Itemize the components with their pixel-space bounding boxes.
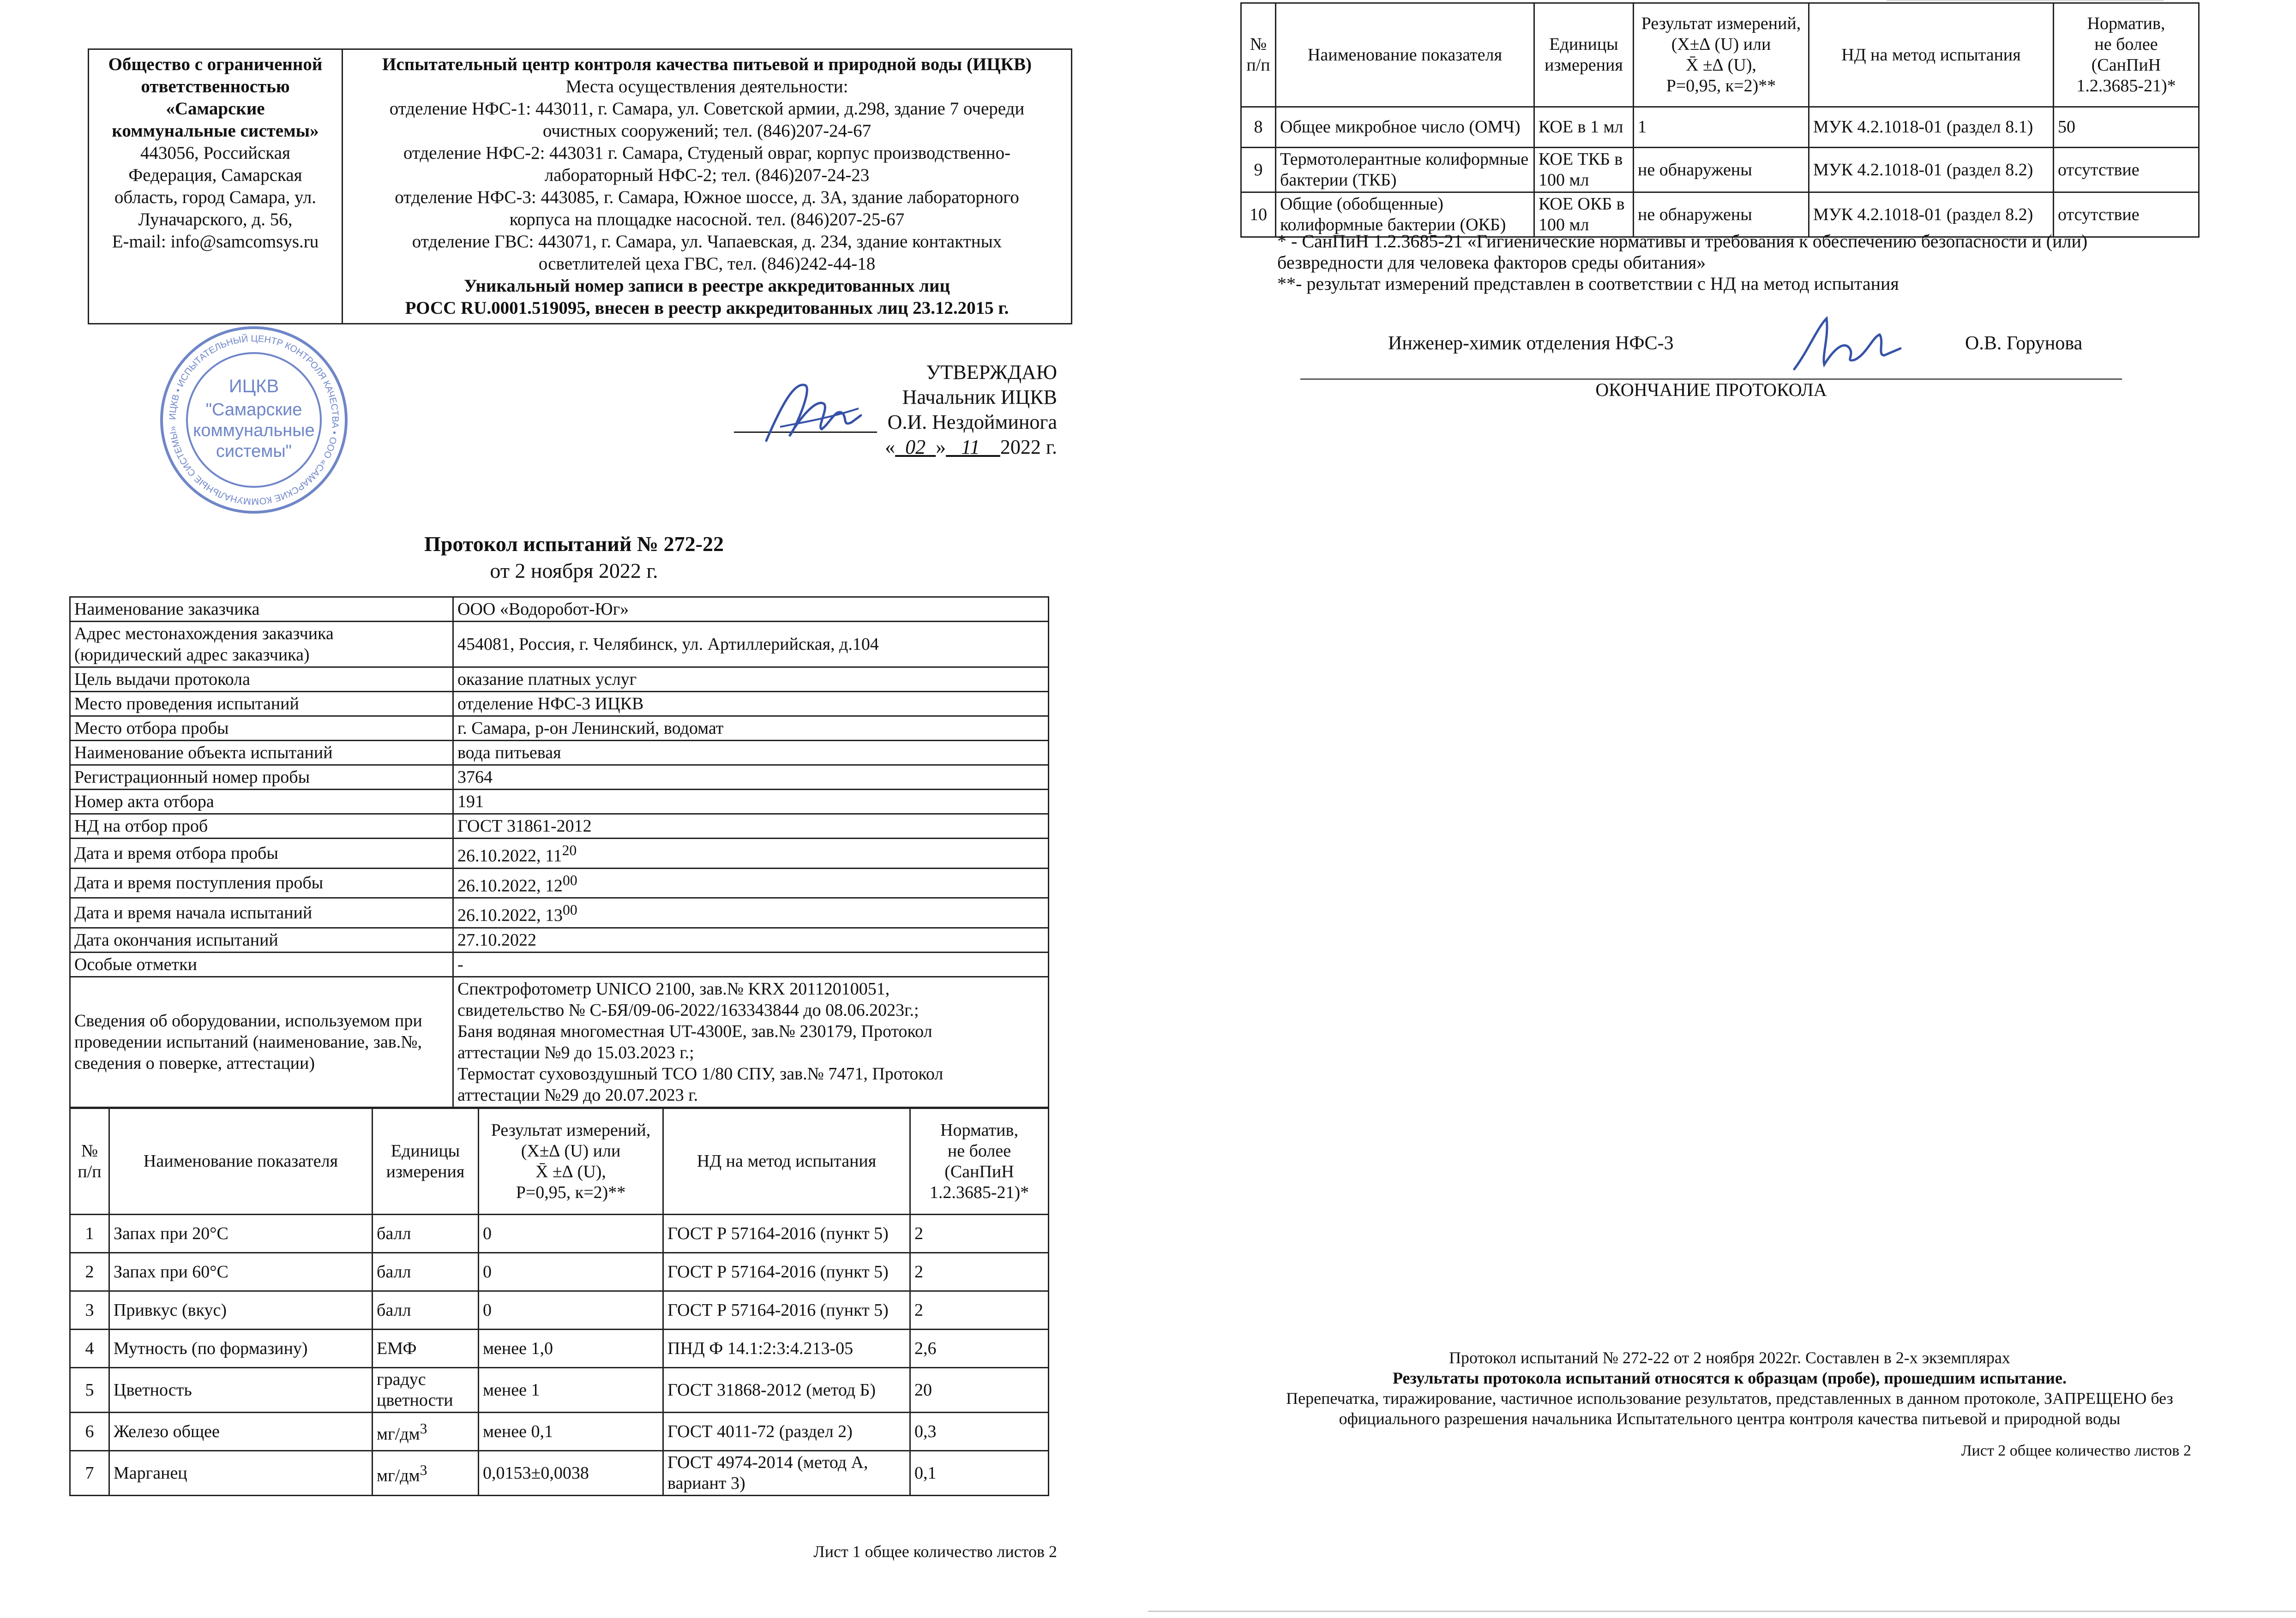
result-number-text: 3 [85, 1300, 94, 1320]
result-row [70, 1368, 1049, 1413]
info-label: Дата окончания испытаний [70, 928, 453, 952]
page-edge [1148, 1611, 2296, 1612]
info-row [70, 868, 1049, 898]
result-norm-text: 50 [2058, 117, 2075, 137]
approval-day-value: 02 [905, 436, 926, 458]
org-email: E-mail: info@samcomsys.ru [112, 232, 319, 252]
result-norm [910, 1451, 1049, 1496]
result-norm-text: 2 [914, 1223, 923, 1243]
equipment-row [70, 977, 1049, 1107]
result-norm-text: 20 [914, 1380, 932, 1400]
result-row [70, 1291, 1049, 1330]
approver-signature [762, 372, 863, 450]
result-unit [373, 1413, 479, 1451]
result-value-text: менее 1,0 [483, 1338, 553, 1358]
info-label: Место отбора пробы [70, 716, 453, 741]
result-unit [373, 1253, 479, 1291]
center-line: корпуса на площадке насосной. тел. (846)207-25-67 [509, 210, 905, 229]
result-number-text: 6 [85, 1421, 94, 1441]
result-value-text: 1 [1638, 117, 1647, 137]
end-of-protocol: ОКОНЧАНИЕ ПРОТОКОЛА [1595, 379, 1827, 400]
result-row [1241, 148, 2199, 192]
equipment-label: Сведения об оборудовании, используемом при проведении испытаний (наименование, зав.№, сведения о поверке, аттестации) [70, 977, 453, 1107]
info-row [70, 692, 1049, 716]
result-norm-text: 2 [914, 1262, 923, 1282]
info-value-text: 191 [457, 792, 484, 811]
unit-exponent: 3 [420, 1420, 427, 1437]
result-indicator [109, 1253, 373, 1291]
col-method: НД на метод испытания [1809, 3, 2054, 107]
stamp-line: ИЦКВ [228, 376, 279, 396]
org-line: «Самарские [166, 99, 265, 119]
footer-line: Протокол испытаний № 272-22 от 2 ноября 2022г. Составлен в 2-х экземплярах [1449, 1348, 2010, 1367]
protocol-title-block [0, 531, 1148, 584]
result-indicator [109, 1215, 373, 1253]
result-row [1241, 107, 2199, 148]
result-unit [1534, 192, 1634, 237]
info-value [453, 597, 1049, 622]
result-value-text: не обнаружены [1638, 204, 1752, 224]
result-norm [910, 1215, 1049, 1253]
result-number [70, 1368, 109, 1413]
footer-line: Результаты протокола испытаний относятся к образцам (пробе), прошедшим испытание. [1393, 1369, 2067, 1387]
date-quote: » [936, 436, 946, 458]
info-row [70, 839, 1049, 869]
footnote: * - СанПиН 1.2.3685-21 «Гигиенические нормативы и требования к обеспечению безопасности и (или) [1277, 231, 2088, 252]
result-method [1809, 148, 2054, 192]
result-indicator-text: Мутность (по формазину) [114, 1338, 308, 1358]
result-norm [2054, 107, 2199, 148]
time-minutes: 00 [563, 902, 577, 918]
result-norm [910, 1253, 1049, 1291]
approval-day [895, 436, 936, 458]
info-label: Дата и время отбора пробы [70, 839, 453, 869]
result-indicator-text: Запах при 60°С [114, 1262, 228, 1282]
info-value-text: ГОСТ 31861-2012 [457, 816, 592, 836]
results-header-row [70, 1109, 1049, 1215]
result-method-text: ГОСТ 4011-72 (раздел 2) [667, 1421, 853, 1441]
info-row [70, 814, 1049, 839]
info-value-text: - [457, 954, 463, 974]
equipment-line: Термостат суховоздушный ТСО 1/80 СПУ, зав.№ 7471, Протокол [457, 1064, 944, 1084]
info-value-text: 26.10.2022, 13 [457, 905, 563, 925]
footer-line: официального разрешения начальника Испытательного центра контроля качества питьевой и природной воды [1339, 1409, 2121, 1428]
result-number [70, 1451, 109, 1496]
result-norm-text: 2,6 [914, 1338, 937, 1358]
info-value-text: ООО «Водоробот-Юг» [457, 599, 629, 619]
result-value-text: менее 1 [483, 1380, 540, 1400]
result-norm-text: отсутствие [2058, 160, 2140, 180]
info-value [453, 790, 1049, 814]
engineer-name: О.В. Горунова [1965, 333, 2083, 354]
result-norm-text: 0,1 [914, 1463, 937, 1483]
result-method [663, 1413, 910, 1451]
org-line: 443056, Российская [140, 143, 290, 163]
result-indicator [109, 1368, 373, 1413]
result-method-text: МУК 4.2.1018-01 (раздел 8.1) [1813, 117, 2033, 137]
result-norm-text: 0,3 [914, 1421, 937, 1441]
date-quote: « [885, 436, 896, 458]
stamp-ring-text: ИЦКВ • ИСПЫТАТЕЛЬНЫЙ ЦЕНТР КОНТРОЛЯ КАЧЕСТВА • ООО «САМАРСКИЕ КОММУНАЛЬНЫЕ СИСТЕМЫ» [167, 333, 341, 507]
protocol-footer [1268, 1348, 2191, 1429]
info-row [70, 952, 1049, 977]
info-label: НД на отбор проб [70, 814, 453, 839]
result-unit-text: КОЕ ОКБ в 100 мл [1539, 194, 1625, 234]
center-line: отделение НФС-3: 443085, г. Самара, Южное шоссе, д. 3А, здание лабораторного [395, 187, 1019, 207]
result-norm [910, 1368, 1049, 1413]
result-row [1241, 192, 2199, 237]
result-norm-text: отсутствие [2058, 204, 2140, 224]
info-label: Особые отметки [70, 952, 453, 977]
info-value [453, 765, 1049, 790]
result-method-text: МУК 4.2.1018-01 (раздел 8.2) [1813, 204, 2033, 224]
result-number-text: 9 [1254, 160, 1263, 180]
info-value-text: 3764 [457, 767, 493, 787]
result-value [1634, 148, 1809, 192]
result-indicator-text: Запах при 20°С [114, 1223, 228, 1243]
approval-year: 2022 г. [1000, 436, 1057, 458]
result-value-text: 0 [483, 1262, 492, 1282]
org-line: коммунальные системы» [112, 121, 319, 141]
equipment-line: свидетельство № С-БЯ/09-06-2022/163343844 до 08.06.2023г.; [457, 1000, 919, 1020]
info-value-text: 26.10.2022, 12 [457, 876, 563, 896]
organization-cell [89, 49, 343, 324]
col-number: № п/п [1241, 3, 1276, 107]
info-value-text: 27.10.2022 [457, 930, 536, 950]
result-value-text: 0 [483, 1300, 492, 1320]
org-line: Общество с ограниченной [108, 54, 323, 74]
result-unit [373, 1330, 479, 1368]
result-indicator [109, 1330, 373, 1368]
info-label: Цель выдачи протокола [70, 667, 453, 692]
result-indicator [109, 1451, 373, 1496]
sample-info-table [69, 596, 1049, 1108]
info-row [70, 741, 1049, 765]
info-value [453, 741, 1049, 765]
info-label: Дата и время начала испытаний [70, 898, 453, 928]
round-stamp [157, 323, 351, 517]
result-method [663, 1253, 910, 1291]
col-norm: Норматив, не более (СанПиН 1.2.3685-21)* [910, 1109, 1049, 1215]
result-number-text: 8 [1254, 117, 1263, 137]
info-row [70, 765, 1049, 790]
result-norm [910, 1330, 1049, 1368]
info-value-text: 454081, Россия, г. Челябинск, ул. Артиллерийская, д.104 [457, 635, 879, 654]
info-value [453, 716, 1049, 741]
info-value [453, 952, 1049, 977]
protocol-page-2 [1148, 0, 2296, 1618]
result-value [479, 1368, 663, 1413]
result-norm [910, 1413, 1049, 1451]
info-label: Номер акта отбора [70, 790, 453, 814]
registry-line: Уникальный номер записи в реестре аккредитованных лиц [463, 276, 950, 296]
result-indicator [109, 1413, 373, 1451]
info-value-text: 26.10.2022, 11 [457, 846, 562, 866]
result-number [1241, 148, 1276, 192]
result-method-text: МУК 4.2.1018-01 (раздел 8.2) [1813, 160, 2033, 180]
center-line: отделение НФС-2: 443031 г. Самара, Студеный овраг, корпус производственно- [403, 143, 1011, 163]
info-row [70, 622, 1049, 667]
result-method [663, 1215, 910, 1253]
col-result: Результат измерений, (Х±∆ (U) или X̄ ±∆ (U), P=0,95, к=2)** [1634, 3, 1809, 107]
results-table-page-2 [1240, 2, 2200, 238]
col-indicator: Наименование показателя [1276, 3, 1534, 107]
org-line: Луначарского, д. 56, [138, 210, 293, 229]
result-number [1241, 107, 1276, 148]
header-table [88, 48, 1072, 324]
result-value-text: 0 [483, 1223, 492, 1243]
info-value [453, 898, 1049, 928]
result-value [479, 1330, 663, 1368]
info-value [453, 622, 1049, 667]
result-row [70, 1451, 1049, 1496]
approver-name: О.И. Нездойминога [887, 411, 1057, 433]
info-value-text: оказание платных услуг [457, 670, 637, 689]
stamp-line: "Самарские [205, 400, 302, 419]
result-method [1809, 192, 2054, 237]
results-header-row [1241, 3, 2199, 107]
info-row [70, 790, 1049, 814]
stamp-line: системы" [216, 442, 292, 461]
result-value [479, 1291, 663, 1330]
footnote: **- результат измерений представлен в соответствии с НД на метод испытания [1277, 273, 1899, 294]
result-row [70, 1413, 1049, 1451]
result-number [70, 1330, 109, 1368]
protocol-title: Протокол испытаний № 272-22 [424, 532, 724, 556]
result-method-text: ГОСТ Р 57164-2016 (пункт 5) [667, 1262, 889, 1282]
result-value [479, 1413, 663, 1451]
info-value-text: отделение НФС-3 ИЦКВ [457, 694, 644, 713]
result-norm [2054, 148, 2199, 192]
info-value-text: вода питьевая [457, 743, 561, 762]
result-indicator [1276, 107, 1534, 148]
result-method [663, 1291, 910, 1330]
info-value-text: г. Самара, р-он Ленинский, водомат [457, 719, 724, 738]
info-value [453, 667, 1049, 692]
engineer-position: Инженер-химик отделения НФС-3 [1388, 333, 1674, 354]
equipment-line: аттестации №29 до 20.07.2023 г. [457, 1085, 698, 1105]
result-method [663, 1330, 910, 1368]
test-center-cell [343, 49, 1072, 324]
col-number: № п/п [70, 1109, 109, 1215]
result-value [479, 1215, 663, 1253]
info-label: Адрес местонахождения заказчика (юридический адрес заказчика) [70, 622, 453, 667]
result-unit-text: КОЕ ТКБ в 100 мл [1539, 150, 1623, 190]
protocol-date: от 2 ноября 2022 г. [490, 559, 658, 582]
info-value [453, 839, 1049, 869]
result-method [1809, 107, 2054, 148]
col-method: НД на метод испытания [663, 1109, 910, 1215]
center-line: Места осуществления деятельности: [565, 77, 848, 96]
result-value-text: не обнаружены [1638, 160, 1752, 180]
result-indicator [1276, 148, 1534, 192]
center-line: осветлителей цеха ГВС, тел. (846)242-44-18 [538, 254, 876, 274]
result-indicator-text: Общие (обобщенные) колиформные бактерии (ОКБ) [1280, 194, 1506, 234]
result-row [70, 1215, 1049, 1253]
org-line: область, город Самара, ул. [114, 187, 317, 207]
result-indicator-text: Цветность [114, 1380, 192, 1400]
result-value-text: 0,0153±0,0038 [483, 1463, 589, 1483]
info-row [70, 898, 1049, 928]
result-indicator-text: Общее микробное число (ОМЧ) [1280, 117, 1521, 137]
col-indicator: Наименование показателя [109, 1109, 373, 1215]
result-number [70, 1413, 109, 1451]
stamp-line: коммунальные [193, 421, 315, 440]
result-unit-text: градус цветности [377, 1370, 453, 1410]
result-unit-text: мг/дм [377, 1424, 420, 1444]
result-method-text: ГОСТ 4974-2014 (метод А, вариант 3) [667, 1453, 868, 1493]
col-norm: Норматив, не более (СанПиН 1.2.3685-21)* [2054, 3, 2199, 107]
info-label: Дата и время поступления пробы [70, 868, 453, 898]
equipment-line: Баня водяная многоместная UT-4300E, зав.№ 230179, Протокол [457, 1021, 932, 1041]
result-number [70, 1215, 109, 1253]
result-norm-text: 2 [914, 1300, 923, 1320]
result-norm [910, 1291, 1049, 1330]
center-line: лабораторный НФС-2; тел. (846)207-24-23 [544, 165, 870, 185]
sheet-number: Лист 2 общее количество листов 2 [1961, 1442, 2191, 1459]
result-indicator-text: Привкус (вкус) [114, 1300, 227, 1320]
result-number-text: 10 [1250, 204, 1267, 224]
result-method [663, 1368, 910, 1413]
result-number [70, 1291, 109, 1330]
org-line: ответственностью [141, 77, 290, 96]
result-method-text: ГОСТ 31868-2012 (метод Б) [667, 1380, 876, 1400]
result-unit [373, 1451, 479, 1496]
col-units: Единицы измерения [1534, 3, 1634, 107]
info-label: Наименование объекта испытаний [70, 741, 453, 765]
result-method-text: ГОСТ Р 57164-2016 (пункт 5) [667, 1300, 889, 1320]
info-value [453, 692, 1049, 716]
result-unit-text: КОЕ в 1 мл [1539, 117, 1623, 137]
result-value-text: менее 0,1 [483, 1421, 553, 1441]
result-unit [373, 1215, 479, 1253]
result-norm [2054, 192, 2199, 237]
result-number-text: 5 [85, 1380, 94, 1400]
info-row [70, 667, 1049, 692]
info-row [70, 928, 1049, 952]
result-method-text: ПНД Ф 14.1:2:3:4.213-05 [667, 1338, 853, 1358]
result-value [479, 1253, 663, 1291]
equipment-line: Спектрофотометр UNICO 2100, зав.№ KRX 20112010051, [457, 979, 890, 999]
footer-line: Перепечатка, тиражирование, частичное использование результатов, представленных в данном протоколе, ЗАПРЕЩЕНО без [1286, 1389, 2173, 1408]
result-unit-text: ЕМФ [377, 1338, 417, 1358]
footnote: безвредности для человека факторов среды обитания» [1277, 252, 1706, 273]
equipment-value [453, 977, 1049, 1107]
info-label: Наименование заказчика [70, 597, 453, 622]
info-label: Регистрационный номер пробы [70, 765, 453, 790]
engineer-signature [1785, 309, 1905, 378]
result-number-text: 7 [85, 1463, 94, 1483]
time-minutes: 20 [562, 842, 577, 858]
info-row [70, 716, 1049, 741]
result-indicator [1276, 192, 1534, 237]
col-units: Единицы измерения [373, 1109, 479, 1215]
unit-exponent: 3 [420, 1462, 427, 1479]
time-minutes: 00 [563, 872, 577, 888]
approval-month-value: 11 [961, 436, 980, 458]
equipment-line: аттестации №9 до 15.03.2023 г.; [457, 1043, 694, 1062]
result-unit [1534, 148, 1634, 192]
result-unit-text: балл [377, 1223, 411, 1243]
footnotes [1277, 231, 2200, 294]
result-number [70, 1253, 109, 1291]
result-method-text: ГОСТ Р 57164-2016 (пункт 5) [667, 1223, 889, 1243]
result-row [70, 1253, 1049, 1291]
center-line: отделение ГВС: 443071, г. Самара, ул. Чапаевская, д. 234, здание контактных [412, 232, 1002, 252]
info-label: Место проведения испытаний [70, 692, 453, 716]
test-center-title: Испытательный центр контроля качества питьевой и природной воды (ИЦКВ) [382, 54, 1032, 74]
center-line: очистных сооружений; тел. (846)207-24-67 [542, 121, 872, 141]
results-table-page-1 [69, 1108, 1049, 1496]
result-number-text: 2 [85, 1262, 94, 1282]
result-method [663, 1451, 910, 1496]
result-unit-text: балл [377, 1300, 411, 1320]
info-row [70, 597, 1049, 622]
result-value [1634, 192, 1809, 237]
result-unit [1534, 107, 1634, 148]
result-row [70, 1330, 1049, 1368]
result-indicator-text: Железо общее [114, 1421, 220, 1441]
approver-position: Начальник ИЦКВ [902, 386, 1057, 408]
result-value [1634, 107, 1809, 148]
info-value [453, 814, 1049, 839]
page-edge [1887, 0, 2164, 1]
info-value [453, 868, 1049, 898]
approval-month [946, 436, 1000, 458]
registry-number: РОСС RU.0001.519095, внесен в реестр аккредитованных лиц 23.12.2015 г. [405, 298, 1009, 318]
result-unit-text: балл [377, 1262, 411, 1282]
center-line: отделение НФС-1: 443011, г. Самара, ул. Советской армии, д.298, здание 7 очереди [389, 99, 1025, 119]
result-unit-text: мг/дм [377, 1466, 420, 1486]
approve-label: УТВЕРЖДАЮ [926, 361, 1057, 384]
result-indicator [109, 1291, 373, 1330]
result-indicator-text: Марганец [114, 1463, 187, 1483]
result-unit [373, 1291, 479, 1330]
sheet-number: Лист 1 общее количество листов 2 [813, 1542, 1057, 1561]
result-unit [373, 1368, 479, 1413]
org-line: Федерация, Самарская [128, 165, 302, 185]
result-number-text: 1 [85, 1223, 94, 1243]
result-number [1241, 192, 1276, 237]
col-result: Результат измерений, (Х±∆ (U) или X̄ ±∆ (U), P=0,95, к=2)** [479, 1109, 663, 1215]
result-number-text: 4 [85, 1338, 94, 1358]
result-value [479, 1451, 663, 1496]
info-value [453, 928, 1049, 952]
result-indicator-text: Термотолерантные колиформные бактерии (ТКБ) [1280, 150, 1529, 190]
